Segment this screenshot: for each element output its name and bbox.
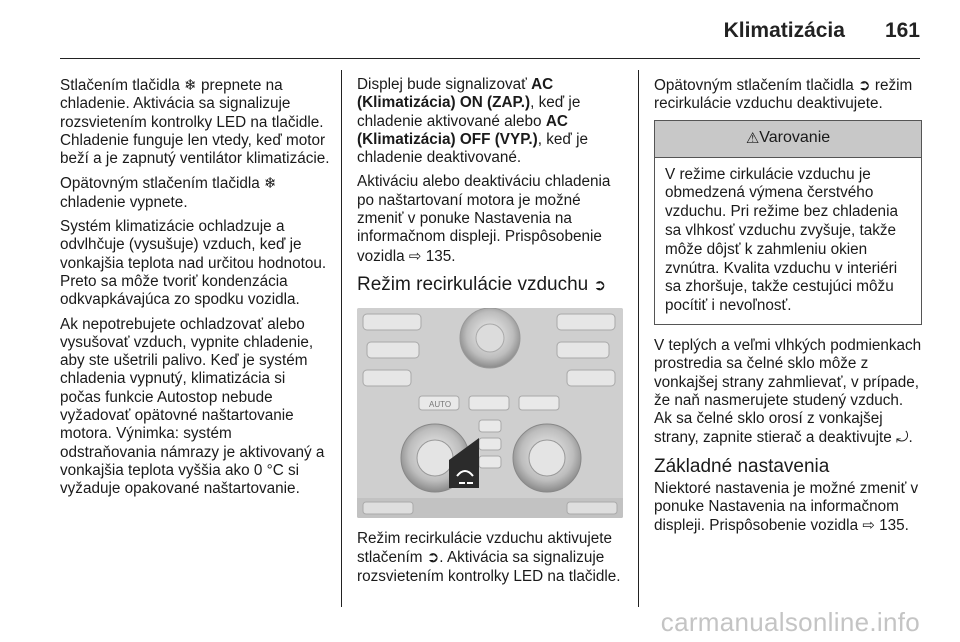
warning-header xyxy=(655,121,921,158)
recirculation-icon: ➲ xyxy=(593,275,607,294)
paragraph: Ak nepotrebujete ochladzovať alebo vysušovať vzduch, vypnite chladenie, aby ste ušetrili palivo. Keď je systém chladenia vypnutý, klimatizácia si počas funkcie Autostop nebude vyžadovať opätovné naštartovanie motora. Výnimka: systém odstraňovania námrazy je aktivovaný a vonkajšia teplota vyššia ako 0 °C si vyžaduje opakované naštartovanie. xyxy=(60,315,325,498)
paragraph: Opätovným stlačením tlačidla ➲ režim recirkulácie vzduchu deaktivujete. xyxy=(654,76,913,113)
climate-panel-photo xyxy=(357,308,623,518)
reference-arrow-icon: ⇨ xyxy=(408,246,422,265)
page-number: 161 xyxy=(884,19,920,42)
warning-icon: ⚠ xyxy=(745,129,760,148)
page-header xyxy=(60,16,920,46)
paragraph: Niektoré nastavenia je možné zmeniť v ponuke Nastavenia na informačnom displeji. Prispôsobenie vozidla ⇨ 135. xyxy=(654,479,919,535)
paragraph: Režim recirkulácie vzduchu aktivujete stlačením ➲. Aktivácia sa signalizuje rozsvietením kontrolky LED na tlačidle. xyxy=(357,529,621,585)
section-heading-recirculation: Režim recirkulácie vzduchu ➲ xyxy=(357,273,607,295)
column-3 xyxy=(654,76,922,542)
header-rule xyxy=(60,58,920,59)
climate-panel-illustration xyxy=(357,308,623,518)
paragraph: Displej bude signalizovať AC (Klimatizácia) ON (ZAP.), keď je chladenie aktivované alebo AC (Klimatizácia) OFF (VYP.), keď je chladenie deaktivované. xyxy=(357,76,588,167)
column-divider-2 xyxy=(638,70,639,607)
section-heading-basic-settings: Základné nastavenia xyxy=(654,455,830,477)
recirculation-icon: ➲ xyxy=(858,76,871,94)
snowflake-icon: ❄ xyxy=(184,76,197,94)
paragraph: Systém klimatizácie ochladzuje a odvlhčuje (vysušuje) vzduch, keď je vonkajšia teplota nad určitou hodnotou. Preto sa môže tvoriť kondenzácia odkvapkávajúca zo spodku vozidla. xyxy=(60,218,327,309)
watermark: carmanualsonline.info xyxy=(660,607,920,637)
reference-arrow-icon: ⇨ xyxy=(862,516,875,535)
paragraph: Aktiváciu alebo deaktiváciu chladenia po naštartovaní motora je možné zmeniť v ponuke Nastavenia na informačnom displeji. Prispôsobenie vozidla ⇨ 135. xyxy=(357,173,611,265)
column-1 xyxy=(60,76,330,505)
warning-box xyxy=(654,120,922,325)
page-title: Klimatizácia xyxy=(723,19,845,42)
paragraph: V teplých a veľmi vlhkých podmienkach prostredia sa čelné sklo môže z vonkajšej strany zahmlievať, v prípade, že naň nasmerujete studený vzduch. Ak sa čelné sklo orosí z vonkajšej strany, zapnite stierač a deaktivujte ⤾. xyxy=(654,336,922,447)
warning-text: V režime cirkulácie vzduchu je obmedzená výmena čerstvého vzduchu. Pri režime bez chladenia sa vlhkosť vzduchu zvyšuje, takže môže dôjsť k zahmleniu okien zvnútra. Kvalita vzduchu v interiéri sa zhoršuje, takže cestujúci môžu pocítiť i nevoľnosť. xyxy=(665,165,898,315)
recirculation-icon: ➲ xyxy=(426,548,440,567)
paragraph: Stlačením tlačidla ❄ prepnete na chladenie. Aktivácia sa signalizuje rozsvietením kontrolky LED na tlačidle. Chladenie funguje len vtedy, keď motor beží a je zapnutý ventilátor klimatizácie. xyxy=(60,76,330,168)
snowflake-icon: ❄ xyxy=(264,174,277,193)
wiper-icon: ⤾ xyxy=(896,428,909,447)
paragraph: Opätovným stlačením tlačidla ❄ chladenie vypnete. xyxy=(60,174,277,211)
warning-title: Varovanie xyxy=(759,129,831,147)
column-divider-1 xyxy=(341,70,342,607)
auto-button-label: AUTO xyxy=(429,399,452,409)
column-2 xyxy=(357,76,623,592)
